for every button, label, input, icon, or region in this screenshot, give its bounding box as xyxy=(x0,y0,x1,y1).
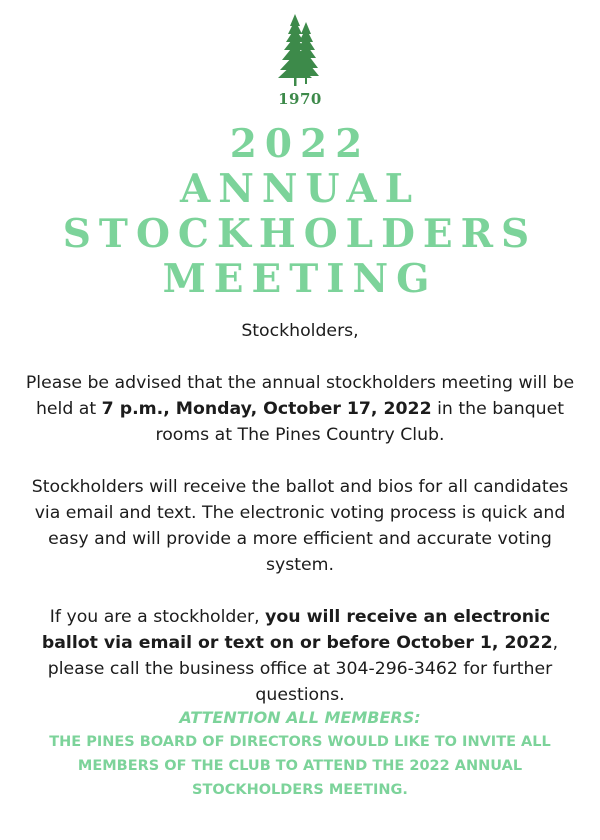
title-line-year: 2022 xyxy=(229,121,371,167)
attention-text: THE PINES BOARD OF DIRECTORS WOULD LIKE TO INVITE ALL MEMBERS OF THE CLUB TO ATTEND THE 2022 ANNUAL STOCKHOLDERS MEETING. xyxy=(49,734,551,798)
p3-pre: If you are a stockholder, xyxy=(49,607,266,627)
title-line-meeting: MEETING xyxy=(162,256,438,302)
meeting-title xyxy=(0,122,600,302)
greeting: Stockholders, xyxy=(241,321,359,341)
ballot-notice: you will receive an electronic ballot via email or text on or before October 1, 2022 xyxy=(41,607,553,653)
attention-heading: ATTENTION ALL MEMBERS: xyxy=(179,708,421,727)
founding-year: 1970 xyxy=(278,90,322,108)
club-logo xyxy=(0,12,600,108)
p1-pre: Please be advised that the annual stockholders meeting will be held at xyxy=(25,373,575,419)
contact-paragraph xyxy=(24,604,576,708)
p3-post: , please call the business office at 304-296-3462 for further questions. xyxy=(47,633,559,705)
meeting-datetime: 7 p.m., Monday, October 17, 2022 xyxy=(101,399,432,419)
title-line-annual: ANNUAL xyxy=(179,166,421,212)
title-line-stockholders: STOCKHOLDERS xyxy=(62,211,538,257)
ballot-paragraph: Stockholders will receive the ballot and bios for all candidates via email and text. The electronic voting process is quick and easy and will provide a more efficient and accurate voting system. xyxy=(31,477,569,575)
attention-notice xyxy=(20,706,580,802)
meeting-details-paragraph xyxy=(24,370,576,448)
p1-post: in the banquet rooms at The Pines Country Club. xyxy=(155,399,565,445)
letter-body xyxy=(24,318,576,734)
pine-trees-icon xyxy=(275,12,325,88)
